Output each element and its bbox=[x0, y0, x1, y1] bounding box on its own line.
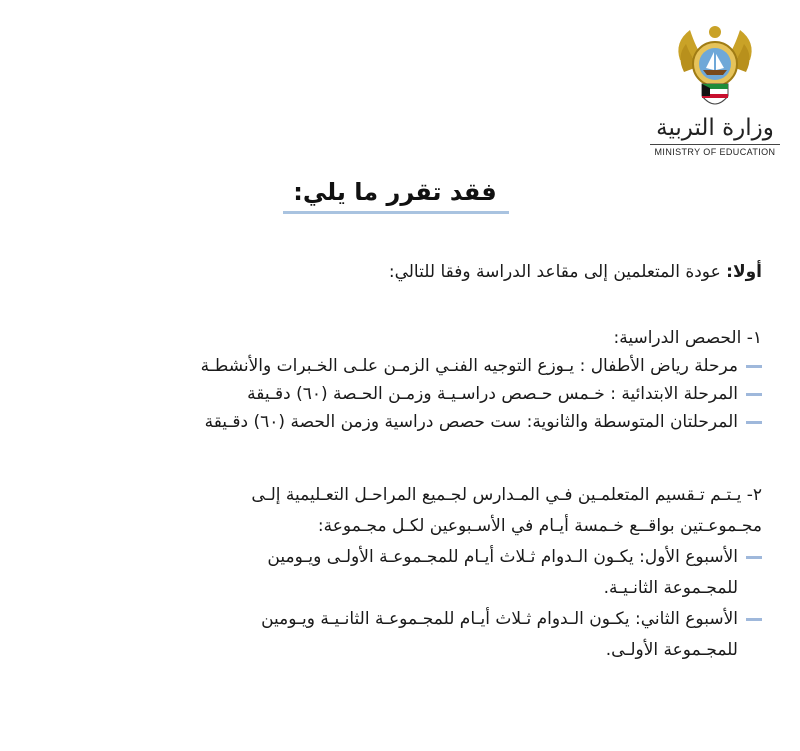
list-item-text: المرحلتان المتوسطة والثانوية: ست حصص دراسية وزمن الحصة (٦٠) دقـيقة bbox=[204, 412, 738, 432]
bullet-dash-icon bbox=[746, 421, 762, 424]
first-paragraph bbox=[40, 262, 762, 282]
section-class-periods bbox=[40, 324, 762, 436]
ministry-name-arabic: وزارة التربية bbox=[656, 115, 774, 141]
bullet-dash-icon bbox=[746, 618, 762, 621]
kuwait-emblem-icon bbox=[672, 22, 758, 114]
section2-line2: مجـموعـتين بواقــع خـمسة أيـام في الأسـبوعين لكـل مجـموعة: bbox=[317, 516, 762, 536]
first-text: عودة المتعلمين إلى مقاعد الدراسة وفقا للتالي: bbox=[388, 262, 721, 282]
bullet-dash-icon bbox=[746, 365, 762, 368]
section-groups bbox=[40, 480, 762, 666]
list-item-continuation: للمجـموعة الثانـيـة. bbox=[603, 578, 738, 598]
first-label: أولا: bbox=[726, 262, 762, 282]
page-heading: فقد تقرر ما يلي: bbox=[293, 178, 497, 206]
list-item bbox=[40, 352, 762, 380]
ministry-logo bbox=[640, 22, 790, 157]
heading-underline bbox=[283, 211, 509, 214]
list-item-text: المرحلة الابتدائية : خـمس حـصص دراسـيـة وزمـن الحـصة (٦٠) دقـيقة bbox=[247, 384, 738, 404]
bullet-dash-icon bbox=[746, 556, 762, 559]
list-item bbox=[40, 604, 762, 635]
ministry-divider bbox=[650, 144, 780, 145]
list-item bbox=[40, 380, 762, 408]
section1-title: ١- الحصص الدراسية: bbox=[613, 328, 762, 348]
list-item-text: مرحلة رياض الأطفال : يـوزع التوجيه الفنـي الزمـن علـى الخـبرات والأنشطـة bbox=[200, 356, 738, 376]
list-item-text: الأسبوع الأول: يكـون الـدوام ثـلاث أيـام للمجـموعـة الأولـى ويـومين bbox=[267, 547, 738, 567]
section2-line1: ٢- يـتـم تـقسيم المتعلمـين فـي المـدارس لجـميع المراحـل التعـليمية إلـى bbox=[251, 485, 762, 505]
ministry-name-english: MINISTRY OF EDUCATION bbox=[654, 147, 776, 158]
list-item-text: الأسبوع الثاني: يكـون الـدوام ثـلاث أيـام للمجـموعـة الثانـيـة ويـومين bbox=[261, 609, 738, 629]
list-item bbox=[40, 408, 762, 436]
bullet-dash-icon bbox=[746, 393, 762, 396]
list-item bbox=[40, 542, 762, 573]
list-item-continuation: للمجـموعة الأولـى. bbox=[605, 640, 738, 660]
